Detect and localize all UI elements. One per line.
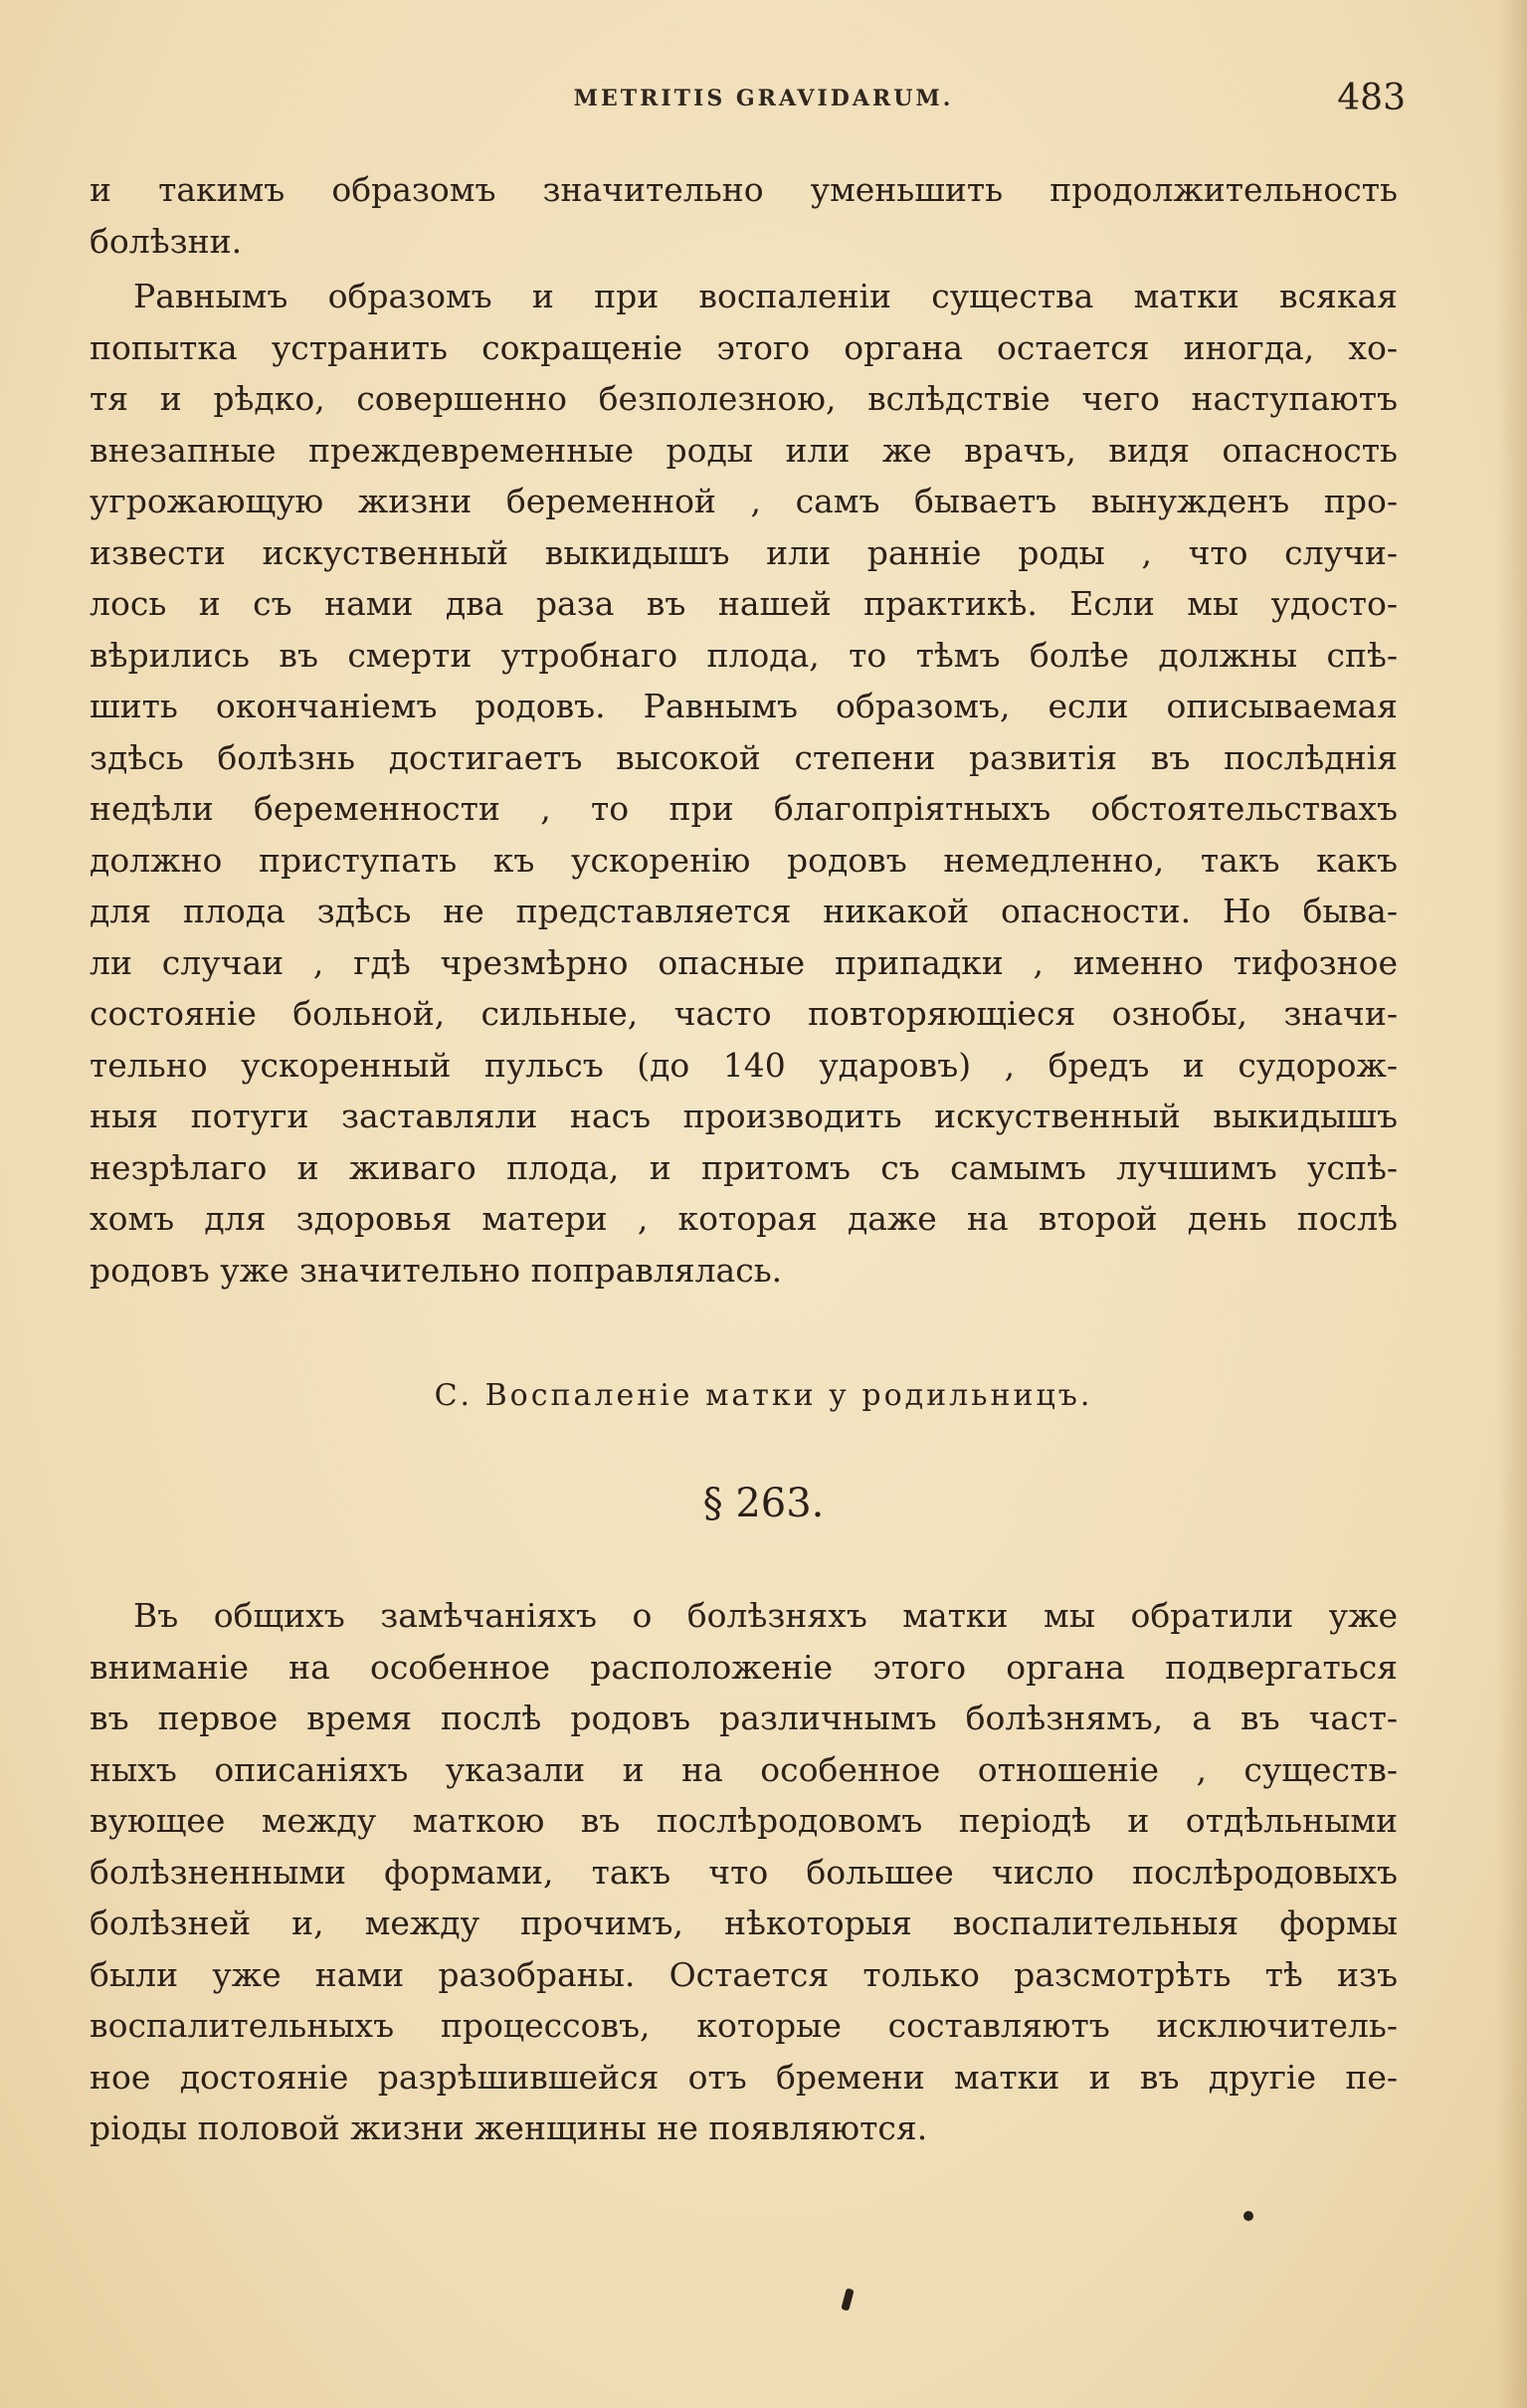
text-line: болѣзни. bbox=[90, 221, 243, 261]
text-line: здѣсь болѣзнь достигаетъ высокой степени развитія въ послѣднія bbox=[90, 737, 1398, 777]
text-line: и такимъ образомъ значительно уменьшить продолжительность bbox=[90, 170, 1398, 209]
text-line: шить окончаніемъ родовъ. Равнымъ образомъ, если описываемая bbox=[90, 687, 1398, 725]
paragraph-1 bbox=[90, 164, 1398, 267]
text-line: родовъ уже значительно поправлялась. bbox=[90, 1250, 783, 1290]
text-line: вѣрились въ смерти утробнаго плода, то тѣмъ болѣе должны спѣ- bbox=[90, 635, 1398, 675]
text-line: воспалительныхъ процессовъ, которые составляютъ исключитель- bbox=[90, 2006, 1398, 2045]
section-heading: С. Воспаленіе матки у родильницъ. bbox=[434, 1378, 1093, 1413]
text-line: лось и съ нами два раза въ нашей практикѣ. Если мы удосто- bbox=[90, 584, 1398, 623]
text-line: извести искуственный выкидышъ или ранніе роды , что случи- bbox=[90, 532, 1398, 572]
text-line: тя и рѣдко, совершенно безполезною, вслѣдствіе чего наступаютъ bbox=[90, 379, 1398, 418]
text-line: болѣзней и, между прочимъ, нѣкоторыя воспалительныя формы bbox=[90, 1904, 1398, 1942]
text-line: угрожающую жизни беременной , самъ бываетъ вынужденъ про- bbox=[90, 482, 1398, 520]
page-edge-shadow bbox=[1497, 0, 1527, 2408]
section-number: § 263. bbox=[702, 1481, 825, 1526]
text-line: недѣли беременности , то при благопріятныхъ обстоятельствахъ bbox=[90, 789, 1398, 828]
text-line: вующее между маткою въ послѣродовомъ періодѣ и отдѣльными bbox=[90, 1801, 1398, 1840]
text-line: для плода здѣсь не представляется никакой опасности. Но быва- bbox=[90, 892, 1398, 930]
text-line: были уже нами разобраны. Остается только разсмотрѣть тѣ изъ bbox=[90, 1954, 1398, 1994]
text-line: Равнымъ образомъ и при воспаленіи существа матки всякая bbox=[133, 277, 1398, 315]
text-line: Въ общихъ замѣчаніяхъ о болѣзняхъ матки мы обратили уже bbox=[133, 1596, 1398, 1635]
paragraph-2 bbox=[90, 271, 1398, 1296]
text-line: болѣзненными формами, такъ что большее число послѣродовыхъ bbox=[90, 1852, 1398, 1892]
page-number: 483 bbox=[1337, 78, 1406, 118]
text-line: состояніе больной, сильные, часто повторяющіеся ознобы, значи- bbox=[90, 994, 1398, 1033]
text-line: внезапные преждевременные роды или же врачъ, видя опасность bbox=[90, 430, 1398, 470]
text-line: незрѣлаго и живаго плода, и притомъ съ самымъ лучшимъ успѣ- bbox=[90, 1147, 1398, 1187]
text-line: ли случаи , гдѣ чрезмѣрно опасные припадки , именно тифозное bbox=[90, 942, 1398, 982]
text-line: ріоды половой жизни женщины не появляются. bbox=[90, 2108, 928, 2147]
text-line: тельно ускоренный пульсъ (до 140 ударовъ) , бредъ и судорож- bbox=[90, 1045, 1398, 1085]
text-line: вниманіе на особенное расположеніе этого органа подвергаться bbox=[90, 1647, 1398, 1687]
text-line: ное достояніе разрѣшившейся отъ бремени матки и въ другіе пе- bbox=[90, 2057, 1398, 2097]
ink-speck bbox=[1243, 2211, 1253, 2221]
text-line: должно приступать къ ускоренію родовъ немедленно, такъ какъ bbox=[90, 840, 1398, 880]
text-line: въ первое время послѣ родовъ различнымъ болѣзнямъ, а въ част- bbox=[90, 1699, 1398, 1737]
text-line: ныя потуги заставляли насъ производить искуственный выкидышъ bbox=[90, 1097, 1398, 1135]
paragraph-3 bbox=[90, 1590, 1398, 2154]
text-line: попытка устранить сокращеніе этого органа остается иногда, хо- bbox=[90, 327, 1398, 367]
text-line: ныхъ описаніяхъ указали и на особенное отношеніе , существ- bbox=[90, 1749, 1398, 1789]
text-line: хомъ для здоровья матери , которая даже на второй день послѣ bbox=[90, 1199, 1398, 1238]
running-head: METRITIS GRAVIDARUM. bbox=[573, 86, 954, 111]
